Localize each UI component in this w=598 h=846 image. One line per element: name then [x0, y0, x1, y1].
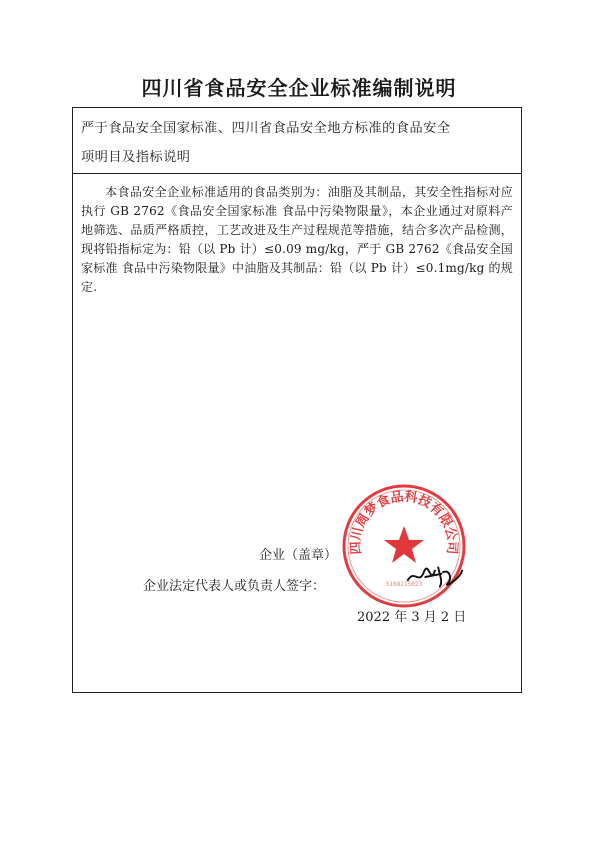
document-title: 四川省食品安全企业标准编制说明 — [141, 76, 457, 100]
document-date: 2022 年 3 月 2 日 — [357, 610, 467, 625]
explanation-paragraph — [81, 183, 513, 297]
explanation-text: 本食品安全企业标准适用的食品类别为：油脂及其制品，其安全性指标对应执行 GB 2762《食品安全国家标准 食品中污染物限量》，本企业通过对原料产地筛选、品质严格质控，工艺改进及生产过程规范等措施，结合多次产品检测，现将铅指标定为：铅（以 Pb 计）≤0.09 mg/kg，严于 GB 2762《食品安全国家标准 食品中污染物限量》中油脂及其制品：铅（以 Pb 计）≤0.1mg/kg 的规定. — [81, 185, 513, 294]
company-seal-label: 企业（盖章） — [259, 548, 338, 563]
svg-text:5108215023: 5108215023 — [385, 581, 423, 588]
handwritten-signature — [403, 560, 467, 594]
section-header-line-2: 项明目及指标说明 — [81, 150, 191, 165]
seal-text: 四川周梦食品科技有限公司 — [348, 489, 460, 555]
section-header — [73, 108, 521, 174]
section-header-line-1: 严于食品安全国家标准、四川省食品安全地方标准的食品安全 — [81, 121, 451, 136]
legal-representative-label: 企业法定代表人或负责人签字： — [143, 579, 326, 594]
